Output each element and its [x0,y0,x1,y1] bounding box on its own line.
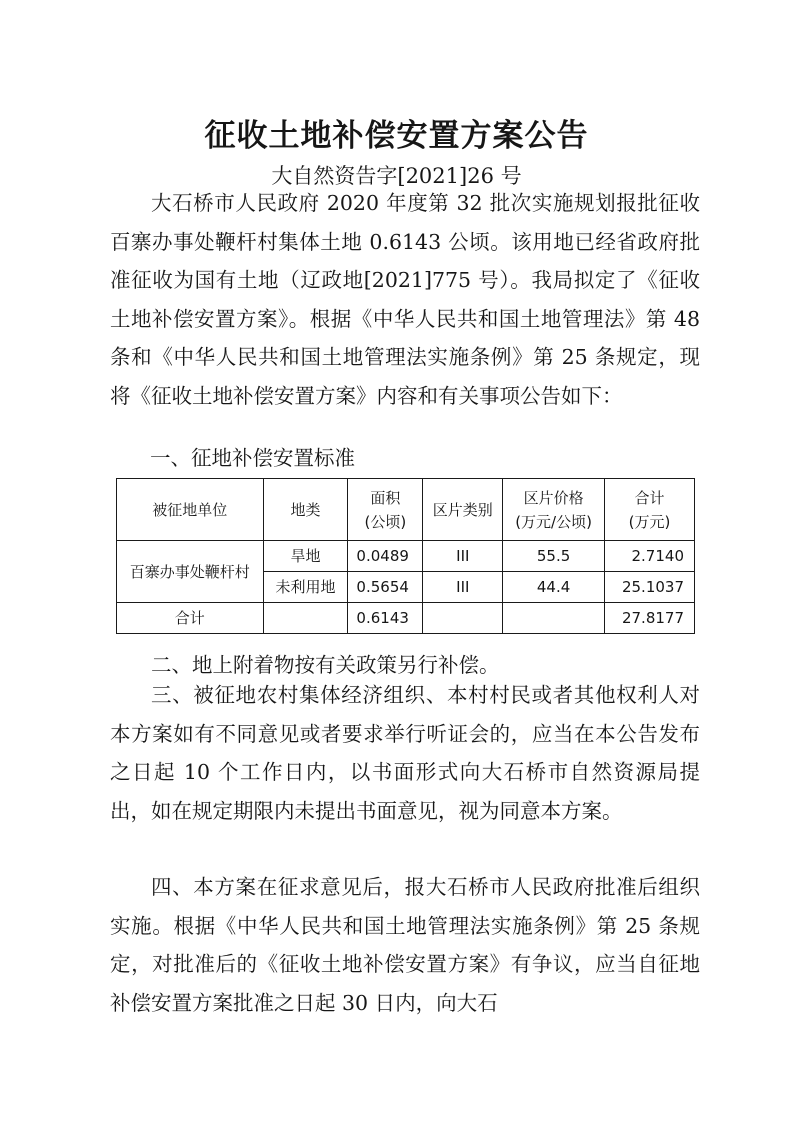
table-sum-row [117,603,695,634]
header-area-line2: (公顷) [364,512,407,531]
section4-paragraph: 四、本方案在征求意见后，报大石桥市人民政府批准后组织实施。根据《中华人民共和国土地管理法实施条例》第 25 条规定，对批准后的《征收土地补偿安置方案》有争议，应当自征地补偿安置方案批准之日起 30 日内，向大石 [110,875,700,1015]
cell-total: 2.7140 [605,541,695,572]
header-area-line1: 面积 [370,488,401,507]
document-number: 大自然资告字[2021]26 号 [271,164,522,188]
section3-paragraph: 三、被征地农村集体经济组织、本村村民或者其他权利人对本方案如有不同意见或者要求举行听证会的，应当在本公告发布之日起 10 个工作日内，以书面形式向大石桥市自然资源局提出，如在规定期限内未提出书面意见，视为同意本方案。 [110,683,700,823]
header-total-line2: (万元) [628,512,671,531]
header-area [348,479,423,541]
cell-area: 0.0489 [348,541,423,572]
cell-sum-area: 0.6143 [348,603,423,634]
cell-zone: III [423,572,503,603]
section2-paragraph: 二、地上附着物按有关政策另行补偿。 [151,653,500,677]
header-price-line1: 区片价格 [523,488,584,507]
cell-empty [263,603,348,634]
cell-area: 0.5654 [348,572,423,603]
cell-empty [503,603,605,634]
header-price-line2: (万元/公顷) [515,512,592,531]
compensation-table [116,478,695,634]
cell-sum-label: 合计 [117,603,264,634]
cell-zone: III [423,541,503,572]
cell-total: 25.1037 [605,572,695,603]
table-header-row [117,479,695,541]
cell-sum-total: 27.8177 [605,603,695,634]
header-total-line1: 合计 [634,488,665,507]
header-price [503,479,605,541]
cell-price: 44.4 [503,572,605,603]
header-zone: 区片类别 [423,479,503,541]
header-unit: 被征地单位 [117,479,264,541]
header-land-type: 地类 [263,479,348,541]
table-row [117,541,695,572]
page-title: 征收土地补偿安置方案公告 [204,118,589,154]
intro-paragraph: 大石桥市人民政府 2020 年度第 32 批次实施规划报批征收百寨办事处鞭杆村集体土地 0.6143 公顷。该用地已经省政府批准征收为国有土地（辽政地[2021]775 号）。我局拟定了《征收土地补偿安置方案》。根据《中华人民共和国土地管理法》第 48 条和《中华人民共和国土地管理法实施条例》第 25 条规定，现将《征收土地补偿安置方案》内容和有关事项公告如下： [110,191,700,408]
cell-price: 55.5 [503,541,605,572]
section1-heading: 一、征地补偿安置标准 [150,446,355,470]
cell-empty [423,603,503,634]
cell-land-type: 未利用地 [263,572,348,603]
cell-land-type: 旱地 [263,541,348,572]
cell-unit-name: 百寨办事处鞭杆村 [117,541,264,603]
header-total [605,479,695,541]
